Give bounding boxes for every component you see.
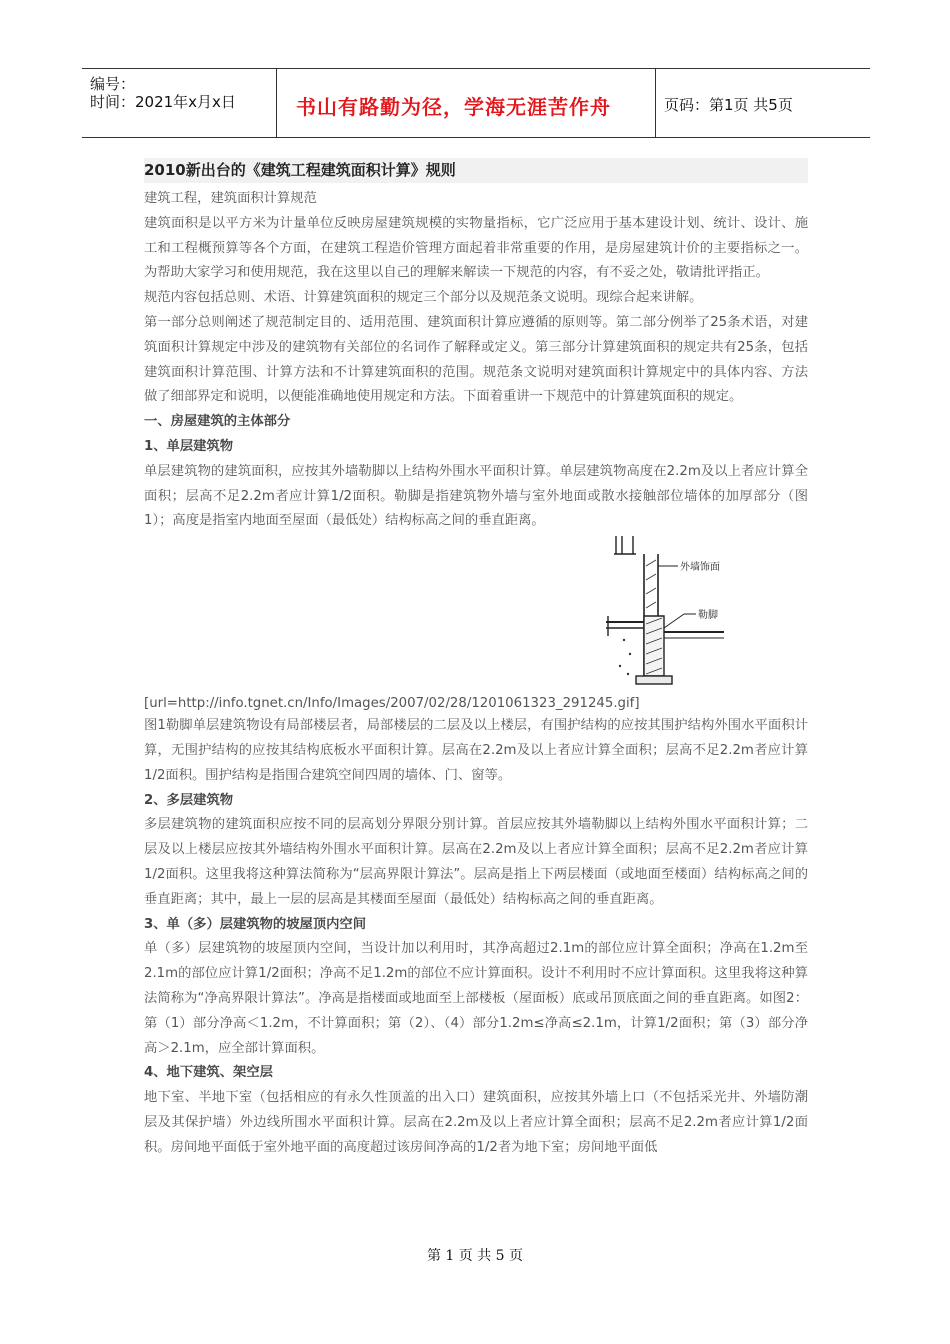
- paragraph: 多层建筑物的建筑面积应按不同的层高划分界限分别计算。首层应按其外墙勒脚以上结构外围水平面积计算；二层及以上楼层应按其外墙结构外围水平面积计算。层高在2.2m及以上者应计算全面积；层高不足2.2m者应计算1/2面积。这里我将这种算法简称为“层高界限计算法”。层高是指上下两层楼面（或地面至楼面）结构标高之间的垂直距离；其中，最上一层的层高是其楼面至屋面（最低处）结构标高之间的垂直距离。: [144, 817, 808, 907]
- header-divider: [276, 69, 277, 137]
- plinth-diagram: [606, 536, 806, 694]
- page-footer: 第 1 页 共 5 页: [426, 1248, 524, 1264]
- figure-1: [144, 534, 808, 694]
- document-body: [144, 158, 808, 1161]
- page-header: [82, 68, 870, 138]
- header-divider: [655, 69, 656, 137]
- figure-label-facing: 外墙饰面: [680, 562, 720, 574]
- paragraph: 第一部分总则阐述了规范制定目的、适用范围、建筑面积计算应遵循的原则等。第二部分例举了25条术语，对建筑面积计算规定中涉及的建筑物有关部位的名词作了解释或定义。第三部分计算建筑面积的规定共有25条，包括建筑面积计算范围、计算方法和不计算建筑面积的范围。规范条文说明对建筑面积计算规定中的具体内容、方法做了细部界定和说明，以便能准确地使用规定和方法。下面着重讲一下规范中的计算建筑面积的规定。: [144, 314, 808, 405]
- subsection-heading: 3、单（多）层建筑物的坡屋顶内空间: [144, 916, 367, 932]
- document-date-label: 时间：2021年x月x日: [90, 93, 236, 111]
- subsection-heading: 1、单层建筑物: [144, 438, 234, 454]
- document-title: [144, 158, 808, 183]
- figure-url: [url=http://info.tgnet.cn/Info/Images/2007/02/28/1201061323_291245.gif]: [144, 696, 640, 712]
- section-heading: 一、房屋建筑的主体部分: [144, 414, 291, 430]
- figure-label-plinth: 勒脚: [698, 610, 718, 622]
- header-motto: 书山有路勤为径，学海无涯苦作舟: [296, 95, 611, 119]
- header-page-number: 页码：第1页 共5页: [664, 96, 793, 114]
- paragraph: 图1勒脚单层建筑物设有局部楼层者，局部楼层的二层及以上楼层，有围护结构的应按其围护结构外围水平面积计算，无围护结构的应按其结构底板水平面积计算。层高在2.2m及以上者应计算全面积；层高不足2.2m者应计算1/2面积。围护结构是指围合建筑空间四周的墙体、门、窗等。: [144, 718, 808, 783]
- document-number-label: 编号：: [90, 75, 136, 93]
- paragraph: 单层建筑物的建筑面积，应按其外墙勒脚以上结构外围水平面积计算。单层建筑物高度在2.2m及以上者应计算全面积；层高不足2.2m者应计算1/2面积。勒脚是指建筑物外墙与室外地面或散水接触部位墙体的加厚部分（图1）；高度是指室内地面至屋面（最低处）结构标高之间的垂直距离。: [144, 463, 808, 529]
- document-title-text: 2010新出台的《建筑工程建筑面积计算》规则: [144, 161, 456, 179]
- paragraph: 单（多）层建筑物的坡屋顶内空间，当设计加以利用时，其净高超过2.1m的部位应计算全面积；净高在1.2m至2.1m的部位应计算1/2面积；净高不足1.2m的部位不应计算面积。设计不利用时不应计算面积。这里我将这种算法简称为“净高界限计算法”。净高是指楼面或地面至上部楼板（屋面板）底或吊顶底面之间的垂直距离。如图2：第（1）部分净高＜1.2m，不计算面积；第（2）、（4）部分1.2m≤净高≤2.1m，计算1/2面积；第（3）部分净高＞2.1m，应全部计算面积。: [144, 941, 808, 1056]
- paragraph: 规范内容包括总则、术语、计算建筑面积的规定三个部分以及规范条文说明。现综合起来讲解。: [144, 290, 703, 306]
- paragraph: 地下室、半地下室（包括相应的有永久性顶盖的出入口）建筑面积，应按其外墙上口（不包括采光井、外墙防潮层及其保护墙）外边线所围水平面积计算。层高在2.2m及以上者应计算全面积；层高不足2.2m者应计算1/2面积。房间地平面低于室外地平面的高度超过该房间净高的1/2者为地下室；房间地平面低: [144, 1090, 808, 1155]
- subsection-heading: 2、多层建筑物: [144, 792, 234, 808]
- subsection-heading: 4、地下建筑、架空层: [144, 1065, 273, 1081]
- paragraph: 建筑面积是以平方米为计量单位反映房屋建筑规模的实物量指标，它广泛应用于基本建设计划、统计、设计、施工和工程概预算等各个方面，在建筑工程造价管理方面起着非常重要的作用，是房屋建筑计价的主要指标之一。为帮助大家学习和使用规范，我在这里以自己的理解来解读一下规范的内容，有不妥之处，敬请批评指正。: [144, 215, 808, 281]
- paragraph: 建筑工程，建筑面积计算规范: [144, 191, 317, 206]
